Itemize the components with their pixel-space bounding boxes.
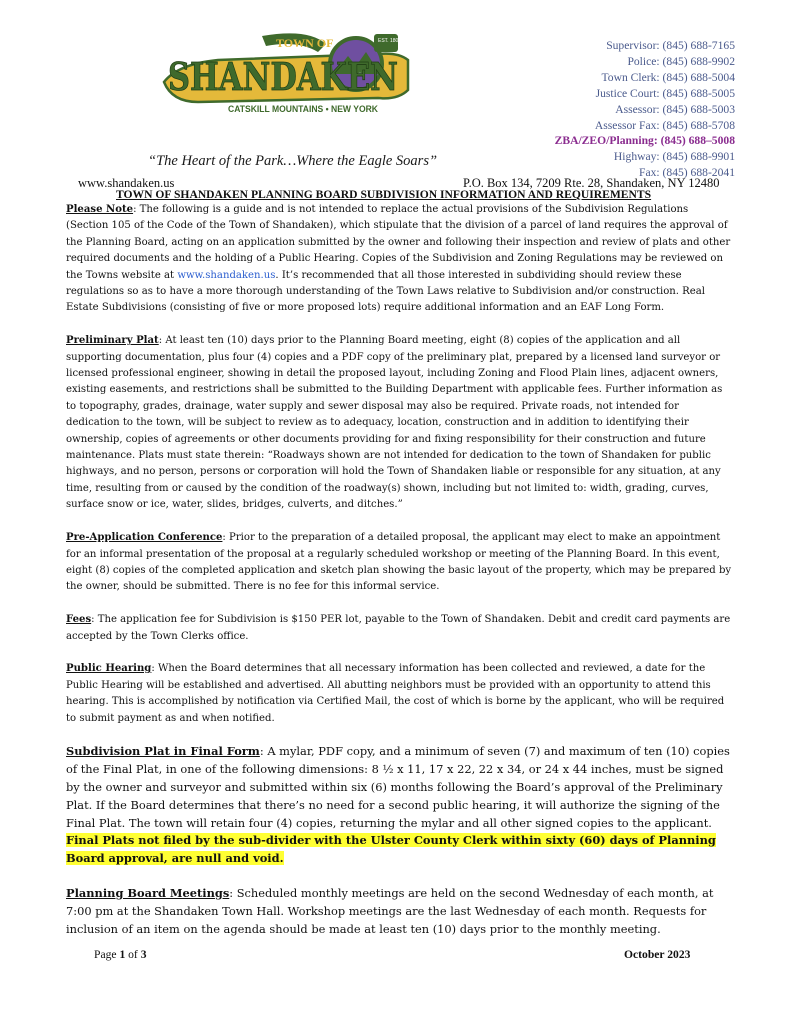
fees-text: : The application fee for Subdivision is $150 PER lot, payable to the Town of Shandaken. Debit and credit card payments are accepted by the Town Clerks office. xyxy=(66,614,731,642)
meetings-heading: Planning Board Meetings xyxy=(66,885,230,900)
section-public-hearing xyxy=(66,661,732,727)
public-hearing-text: : When the Board determines that all necessary information has been collected and reviewed, a date for the Public Hearing will be established and advertised. All abutting neighbors must be provided with an opportunity to attend this hearing. This is accomplished by notification via Certified Mail, the cost of which is borne by the applicant, who will be required to submit payment as and when notified. xyxy=(66,663,725,724)
section-meetings xyxy=(66,885,732,938)
section-pre-application xyxy=(66,530,732,596)
contact-fax: Fax: (845) 688-2041 xyxy=(639,166,735,180)
logo-name: SHANDAKEN xyxy=(168,54,398,99)
website-inline-link[interactable]: www.shandaken.us xyxy=(177,269,276,281)
contact-assessor: Assessor: (845) 688-5003 xyxy=(615,102,735,116)
page-number xyxy=(94,948,147,961)
contact-supervisor: Supervisor: (845) 688-7165 xyxy=(606,39,735,52)
please-note-text: : The following is a guide and is not intended to replace the actual provisions of the Subdivision Regulations (Section 105 of the Code of the Town of Shandaken), which stipulate that the division of a parcel of land requires the approval of the Planning Board, acting on an application submitted by the owner and following their inspection and review of plats and other required documents and the holding of a Public Hearing. Copies of the Subdivision and Zoning Regulations may be reviewed on the Towns website at xyxy=(66,204,731,281)
section-please-note xyxy=(66,202,732,317)
town-logo xyxy=(158,30,420,120)
final-plat-text: : A mylar, PDF copy, and a minimum of seven (7) and maximum of ten (10) copies of the Final Plat, in one of the following dimensions: 8 ½ x 11, 17 x 22, 22 x 34, or 24 x 44 inches, must be signed by the owner and surveyor and submitted within six (6) months following the Board’s approval of the Preliminary Plat. If the Board determines that there’s no need for a second public hearing, it will authorize the signing of the Final Plat. The town will retain four (4) copies, returning the mylar and all other signed copies to the applicant. xyxy=(66,744,730,830)
please-note-text-cont: . It’s recommended that all those interested in subdividing should review these regulations so as to have a more thorough understanding of the Town Laws relative to Subdivision and/or construction. Real Estate Subdivisions (consisting of five or more proposed lots) require additional information and an EAF Long Form. xyxy=(66,269,706,314)
page-prefix: Page xyxy=(94,948,120,961)
public-hearing-heading: Public Hearing xyxy=(66,663,152,675)
section-final-plat xyxy=(66,743,732,868)
page-of: of xyxy=(125,948,141,961)
final-plat-heading: Subdivision Plat in Final Form xyxy=(66,744,260,759)
contact-list xyxy=(475,38,735,181)
logo-subtitle: CATSKILL MOUNTAINS • NEW YORK xyxy=(228,104,379,115)
meetings-text: : Scheduled monthly meetings are held on the second Wednesday of each month, at 7:00 pm at the Shandaken Town Hall. Workshop meetings are the last Wednesday of each month. Requests for inclusion of an item on the agenda should be made at least ten (10) days prior to the monthly meeting. xyxy=(66,885,714,936)
page-total: 3 xyxy=(140,948,147,961)
contact-zba-planning: ZBA/ZEO/Planning: (845) 688–5008 xyxy=(554,134,735,148)
document-date: October 2023 xyxy=(624,948,691,961)
document-title: TOWN OF SHANDAKEN PLANNING BOARD SUBDIVISION INFORMATION AND REQUIREMENTS xyxy=(116,188,652,201)
preliminary-plat-heading: Preliminary Plat xyxy=(66,335,159,347)
please-note-heading: Please Note xyxy=(66,204,134,215)
town-tagline: “The Heart of the Park…Where the Eagle Soars” xyxy=(148,153,438,169)
contact-highway: Highway: (845) 688-9901 xyxy=(613,150,735,164)
page-current: 1 xyxy=(119,948,126,961)
contact-town-clerk: Town Clerk: (845) 688-5004 xyxy=(601,70,735,84)
contact-assessor-fax: Assessor Fax: (845) 688-5708 xyxy=(594,118,735,132)
pre-application-heading: Pre-Application Conference xyxy=(66,532,223,544)
pre-application-text: : Prior to the preparation of a detailed proposal, the applicant may elect to make an appointment for an informal presentation of the proposal at a regularly scheduled workshop or meeting of the Planning Board. In this event, eight (8) copies of the completed application and sketch plan showing the basic layout of the property, which may be prepared by the owner, should be submitted. There is no fee for this informal service. xyxy=(66,532,732,593)
fees-heading: Fees xyxy=(66,614,92,626)
contact-police: Police: (845) 688-9902 xyxy=(627,54,735,68)
website-link[interactable]: www.shandaken.us xyxy=(78,176,175,190)
section-preliminary-plat xyxy=(66,333,732,513)
mailing-address: P.O. Box 134, 7209 Rte. 28, Shandaken, NY 12480 xyxy=(463,176,720,190)
logo-town-of: TOWN OF xyxy=(276,36,334,50)
logo-est: EST. 1804 xyxy=(378,38,402,44)
document-body xyxy=(66,202,732,955)
contact-justice-court: Justice Court: (845) 688-5005 xyxy=(595,86,735,100)
section-fees xyxy=(66,612,732,645)
preliminary-plat-text: : At least ten (10) days prior to the Planning Board meeting, eight (8) copies of the application and all supporting documentation, plus four (4) copies and a PDF copy of the preliminary plat, prepared by a licensed land surveyor or licensed professional engineer, showing in detail the proposed layout, including Zoning and Flood Plain lines, adjacent owners, existing easements, and restrictions shall be submitted to the Building Department with applicable fees. Further information as to topography, grades, drainage, water supply and sewer disposal may also be required. Private roads, not intended for dedication to the town, will be subject to review as to adequacy, location, construction and in addition to identifying their ownership, copies of agreements or other documents providing for and fixing responsibility for their construction and future maintenance. Plats must state therein: “Roadways shown are not intended for dedication to the town of Shandaken for public highways, and no person, persons or corporation will hold the Town of Shandaken liable or responsible for any situation, at any time, resulting from or caused by the condition of the roadway(s) shown, including but not limited to: width, grading, curves, surface snow or ice, water, slides, bridges, culverts, and ditches.” xyxy=(66,335,723,511)
final-plat-highlight: Final Plats not filed by the sub-divider with the Ulster County Clerk within sixty (60) days of Planning Board approval, are null and void. xyxy=(66,833,716,866)
